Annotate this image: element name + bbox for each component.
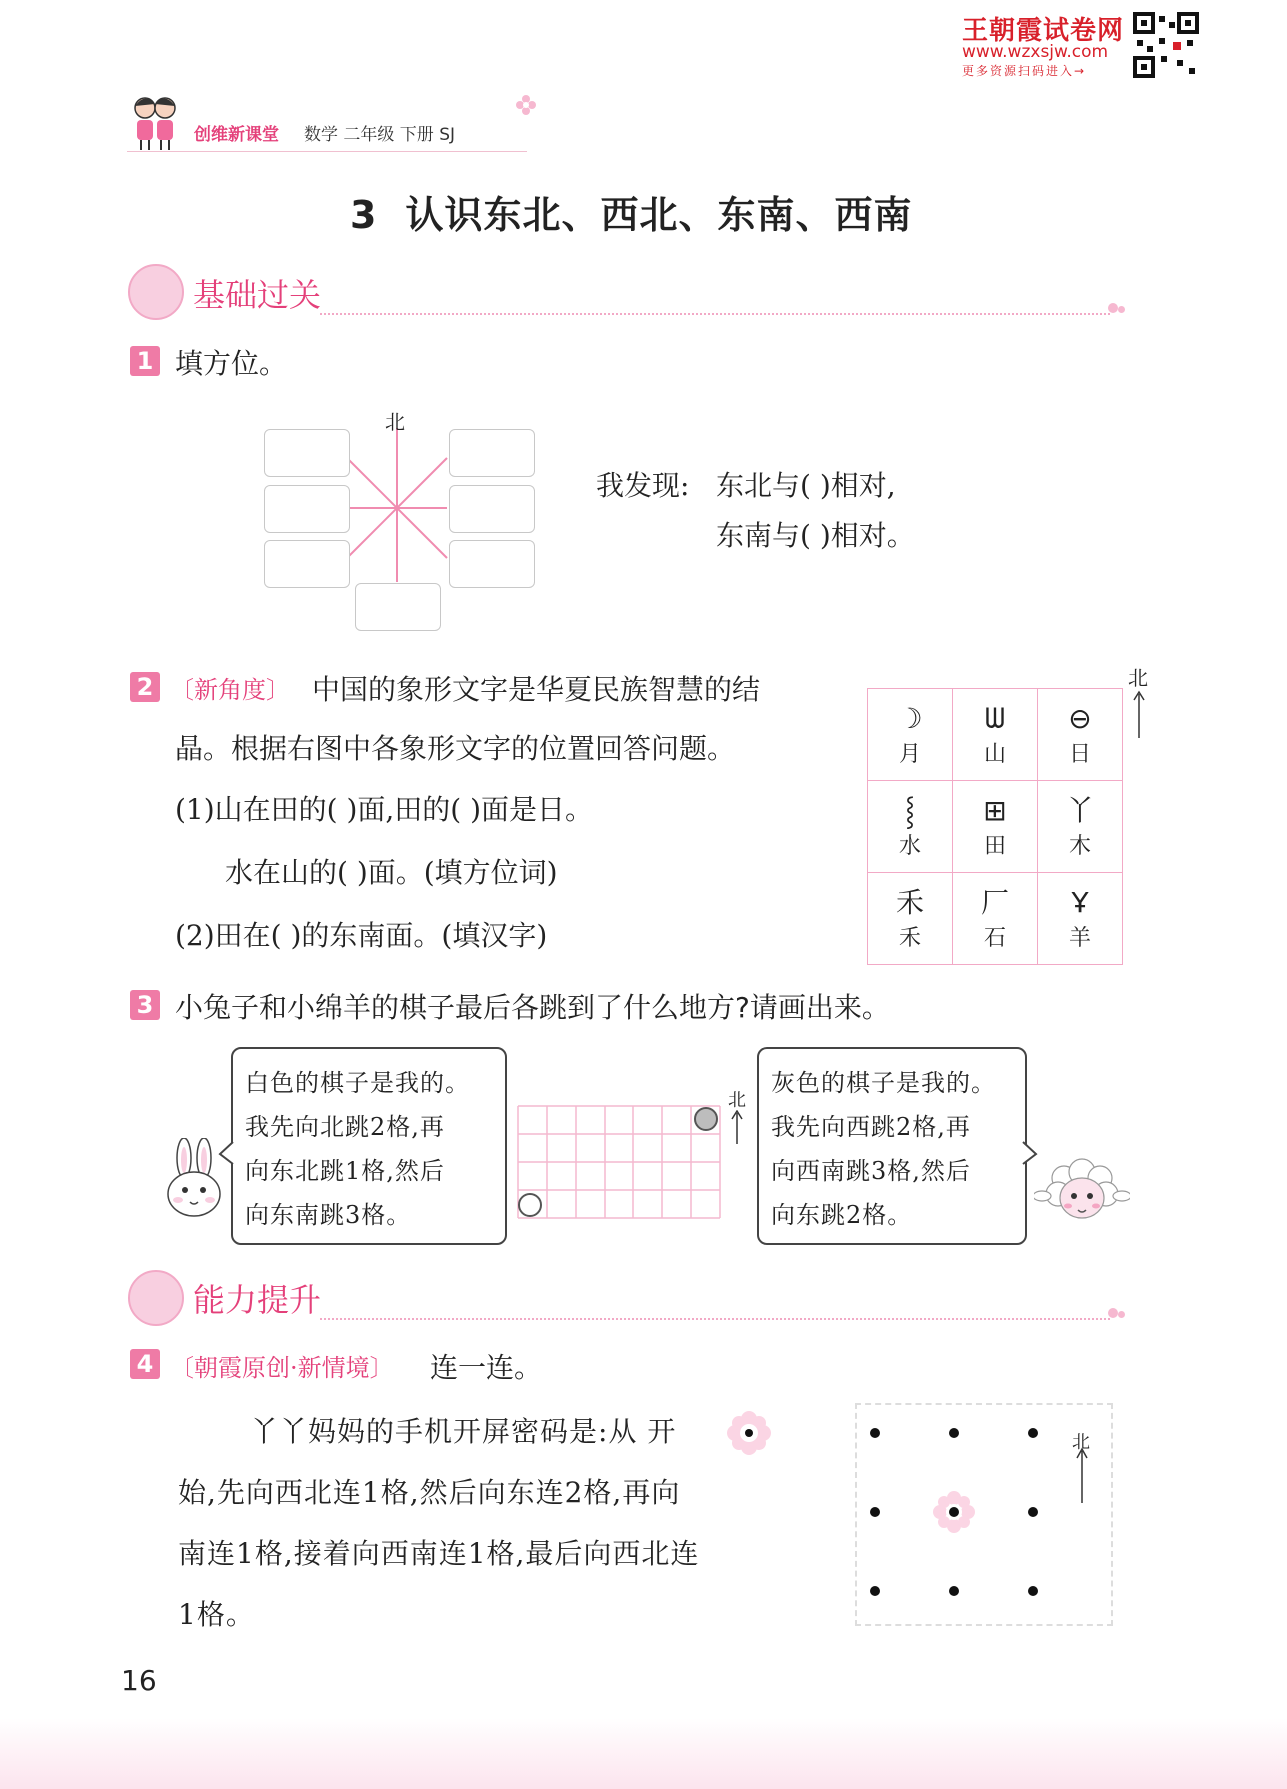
q2-sub-2: (2)田在( )的东南面。(填汉字) (175, 919, 548, 952)
advanced-section-divider (320, 1318, 1110, 1320)
pictograph-name: 月 (898, 742, 921, 767)
rabbit-speech-bubble (231, 1047, 507, 1245)
direction-answer-box[interactable] (449, 540, 535, 588)
north-label: 北 (1128, 666, 1148, 690)
book-info: 数学 二年级 下册 SJ (304, 125, 456, 145)
page-number: 16 (121, 1664, 157, 1697)
q4-line: 1格。 (178, 1598, 255, 1631)
pictograph-name: 木 (1068, 834, 1091, 859)
q3-chess-grid[interactable] (515, 1103, 723, 1223)
advanced-section-title: 能力提升 (193, 1281, 322, 1319)
q1-prompt: 填方位。 (175, 347, 288, 380)
tree-pictograph-icon: 丫 (1065, 794, 1094, 827)
field-pictograph-icon: ⊞ (983, 794, 1007, 827)
pictograph-name: 禾 (898, 926, 921, 951)
direction-answer-box[interactable] (264, 485, 350, 533)
direction-answer-box[interactable] (449, 485, 535, 533)
section-dot (1108, 1308, 1118, 1318)
pictograph-cell (1038, 873, 1123, 965)
basic-section-icon (128, 264, 184, 320)
section-dot (1118, 306, 1125, 313)
flower-icon (515, 94, 537, 116)
section-dot (1108, 303, 1118, 313)
question-number: 2 (130, 672, 160, 702)
direction-answer-box[interactable] (355, 583, 441, 631)
bubble-line: 向西南跳3格,然后 (771, 1157, 971, 1185)
pictograph-name: 水 (898, 834, 921, 859)
q4-prompt: 连一连。 (430, 1351, 543, 1384)
pictograph-name: 田 (983, 834, 1006, 859)
bubble-line: 灰色的棋子是我的。 (771, 1069, 996, 1097)
bubble-line: 向东北跳1格,然后 (245, 1157, 445, 1185)
north-label: 北 (728, 1090, 746, 1111)
pictograph-cell (1038, 781, 1123, 873)
q4-line: 丫丫妈妈的手机开屏密码是:从 开 (250, 1415, 677, 1448)
pictograph-name: 日 (1068, 742, 1091, 767)
north-arrow-icon (730, 1110, 744, 1146)
bubble-tail (218, 1140, 234, 1166)
grain-pictograph-icon: 禾 (895, 886, 924, 919)
q2-prompt-line-1: 中国的象形文字是华夏民族智慧的结 (312, 673, 761, 706)
finding-line-2: 东南与( )相对。 (716, 519, 915, 552)
q2-sub-1b: 水在山的( )面。(填方位词) (225, 856, 558, 889)
brand-tip: 更多资源扫码进入→ (962, 64, 1087, 78)
basic-section-divider (320, 313, 1110, 315)
bubble-line: 向东南跳3格。 (245, 1201, 412, 1229)
bubble-line: 我先向西跳2格,再 (771, 1113, 971, 1141)
pictograph-cell (1038, 689, 1123, 781)
pictograph-name: 羊 (1068, 926, 1091, 951)
q2-tag: 〔新角度〕 (170, 676, 290, 704)
gray-chess-piece (695, 1108, 717, 1130)
start-flower-dot-icon (727, 1411, 771, 1455)
lesson-name: 认识东北、西北、东南、西南 (405, 193, 913, 237)
question-number: 4 (130, 1349, 160, 1379)
question-number: 3 (130, 990, 160, 1020)
sheep-icon (1034, 1158, 1130, 1226)
north-arrow-icon (1131, 690, 1147, 740)
q4-line: 始,先向西北连1格,然后向东连2格,再向 (178, 1476, 681, 1509)
direction-answer-box[interactable] (449, 429, 535, 477)
pictograph-cell (953, 781, 1038, 873)
advanced-section-icon (128, 1270, 184, 1326)
finding-line-1: 东北与( )相对, (716, 469, 896, 502)
q4-tag: 〔朝霞原创·新情境〕 (170, 1354, 394, 1382)
white-chess-piece (519, 1194, 541, 1216)
q2-prompt-line-2: 晶。根据右图中各象形文字的位置回答问题。 (175, 732, 736, 765)
qr-code-icon[interactable] (1133, 12, 1199, 78)
stone-pictograph-icon: 厂 (980, 886, 1009, 919)
header-divider (127, 151, 527, 152)
lesson-title (350, 184, 912, 239)
section-dot (1118, 1311, 1125, 1318)
bubble-line: 向东跳2格。 (771, 1201, 913, 1229)
series-name: 创维新课堂 (194, 125, 279, 145)
bubble-line: 我先向北跳2格,再 (245, 1113, 445, 1141)
q3-prompt: 小兔子和小绵羊的棋子最后各跳到了什么地方?请画出来。 (175, 991, 890, 1024)
question-number: 1 (130, 346, 160, 376)
direction-answer-box[interactable] (264, 429, 350, 477)
pictograph-cell (953, 689, 1038, 781)
finding-label: 我发现: (596, 469, 690, 502)
q2-sub-1: (1)山在田的( )面,田的( )面是日。 (175, 793, 594, 826)
water-pictograph-icon: ⸾ (904, 794, 916, 827)
north-label: 北 (1072, 1432, 1090, 1453)
mountain-pictograph-icon: ᗯ (984, 702, 1006, 735)
basic-section-title: 基础过关 (193, 276, 322, 314)
pictograph-grid (867, 688, 1123, 965)
direction-answer-box[interactable] (264, 540, 350, 588)
q4-paragraph (178, 1401, 818, 1645)
pictograph-cell (953, 873, 1038, 965)
pictograph-cell (868, 873, 953, 965)
kids-mascot-icon (127, 92, 183, 152)
brand-name: 王朝霞试卷网 (962, 16, 1125, 46)
pictograph-cell (868, 781, 953, 873)
pictograph-name: 石 (983, 926, 1006, 951)
brand-url[interactable]: www.wzxsjw.com (962, 42, 1109, 62)
footer-band (0, 1718, 1287, 1789)
pictograph-name: 山 (983, 742, 1006, 767)
moon-pictograph-icon: ☽ (897, 702, 923, 735)
north-label: 北 (385, 410, 405, 434)
sheep-pictograph-icon: Ұ (1071, 886, 1089, 919)
sun-pictograph-icon: ⊖ (1068, 702, 1092, 735)
q4-line: 南连1格,接着向西南连1格,最后向西北连 (178, 1537, 700, 1570)
bubble-line: 白色的棋子是我的。 (245, 1069, 470, 1097)
lesson-number: 3 (350, 193, 378, 237)
pictograph-cell (868, 689, 953, 781)
sheep-speech-bubble (757, 1047, 1027, 1245)
